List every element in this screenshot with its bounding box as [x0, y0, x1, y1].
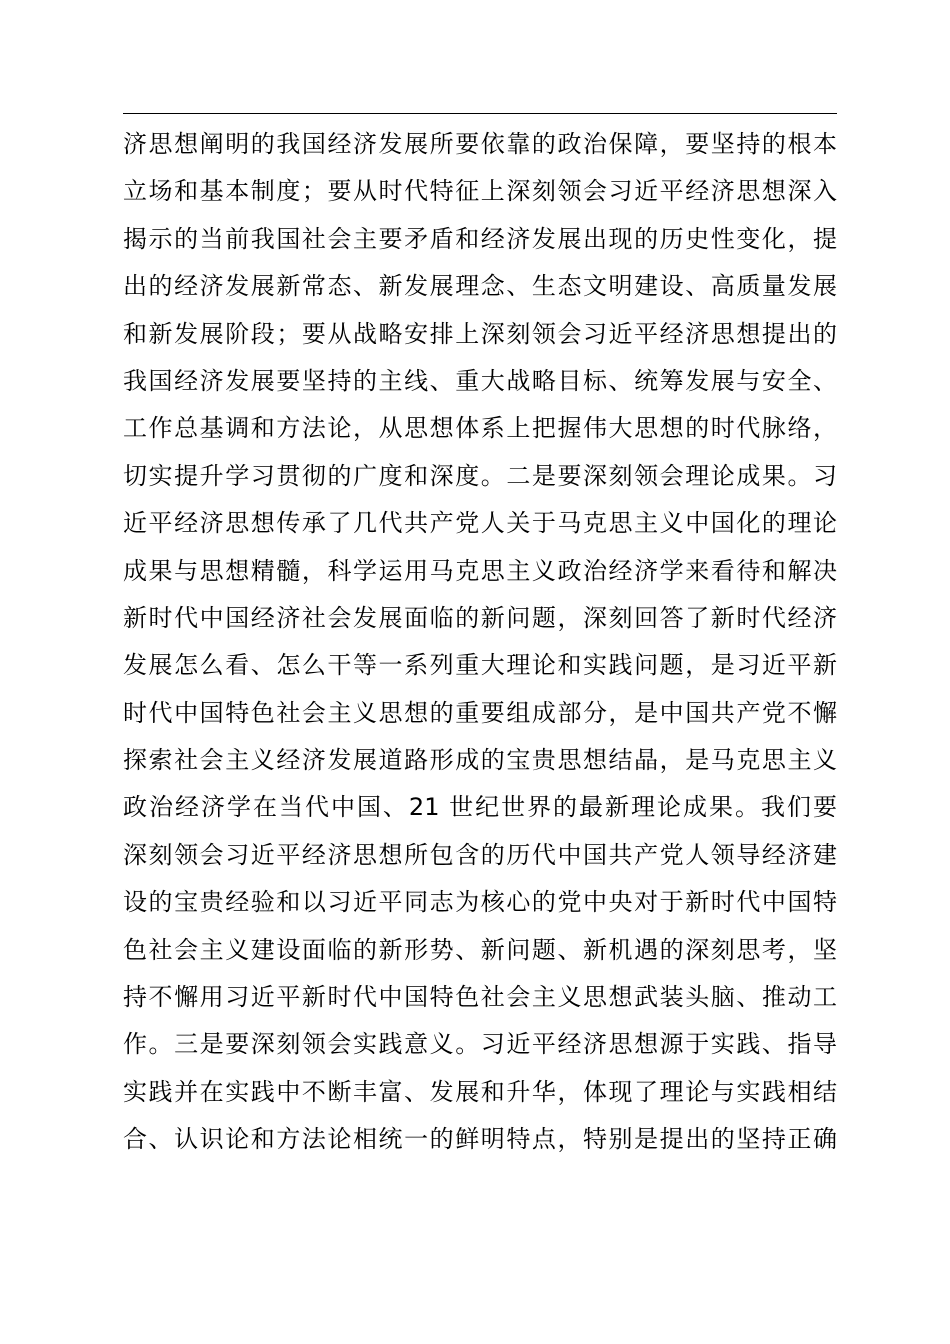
text-line: 济思想阐明的我国经济发展所要依靠的政治保障，要坚持的根本	[123, 130, 837, 158]
text-line: 我国经济发展要坚持的主线、重大战略目标、统筹发展与安全、	[123, 366, 837, 395]
text-line: 切实提升学习贯彻的广度和深度。二是要深刻领会理论成果。习	[123, 461, 837, 490]
text-line: 政治经济学在当代中国、21 世纪世界的最新理论成果。我们要	[123, 793, 837, 822]
text-line: 和新发展阶段；要从战略安排上深刻领会习近平经济思想提出的	[123, 319, 837, 348]
text-line: 成果与思想精髓，科学运用马克思主义政治经济学来看待和解决	[123, 556, 837, 585]
header-rule	[123, 113, 837, 114]
text-line: 作。三是要深刻领会实践意义。习近平经济思想源于实践、指导	[123, 1030, 837, 1059]
text-line: 实践并在实践中不断丰富、发展和升华，体现了理论与实践相结	[123, 1077, 837, 1106]
text-line: 立场和基本制度；要从时代特征上深刻领会习近平经济思想深入	[123, 177, 837, 206]
text-line: 时代中国特色社会主义思想的重要组成部分，是中国共产党不懈	[123, 698, 837, 727]
text-line: 色社会主义建设面临的新形势、新问题、新机遇的深刻思考，坚	[123, 935, 837, 964]
text-line: 合、认识论和方法论相统一的鲜明特点，特别是提出的坚持正确	[123, 1125, 837, 1154]
text-line: 新时代中国经济社会发展面临的新问题，深刻回答了新时代经济	[123, 603, 837, 632]
body-text	[123, 121, 837, 1164]
text-line: 揭示的当前我国社会主要矛盾和经济发展出现的历史性变化，提	[123, 224, 837, 253]
text-line: 探索社会主义经济发展道路形成的宝贵思想结晶，是马克思主义	[123, 746, 837, 775]
text-line: 工作总基调和方法论，从思想体系上把握伟大思想的时代脉络，	[123, 414, 837, 443]
text-line: 出的经济发展新常态、新发展理念、生态文明建设、高质量发展	[123, 272, 837, 301]
text-line: 近平经济思想传承了几代共产党人关于马克思主义中国化的理论	[123, 509, 837, 538]
text-line: 设的宝贵经验和以习近平同志为核心的党中央对于新时代中国特	[123, 888, 837, 917]
text-line: 发展怎么看、怎么干等一系列重大理论和实践问题，是习近平新	[123, 651, 837, 680]
text-line: 持不懈用习近平新时代中国特色社会主义思想武装头脑、推动工	[123, 983, 837, 1012]
text-line: 深刻领会习近平经济思想所包含的历代中国共产党人领导经济建	[123, 840, 837, 869]
